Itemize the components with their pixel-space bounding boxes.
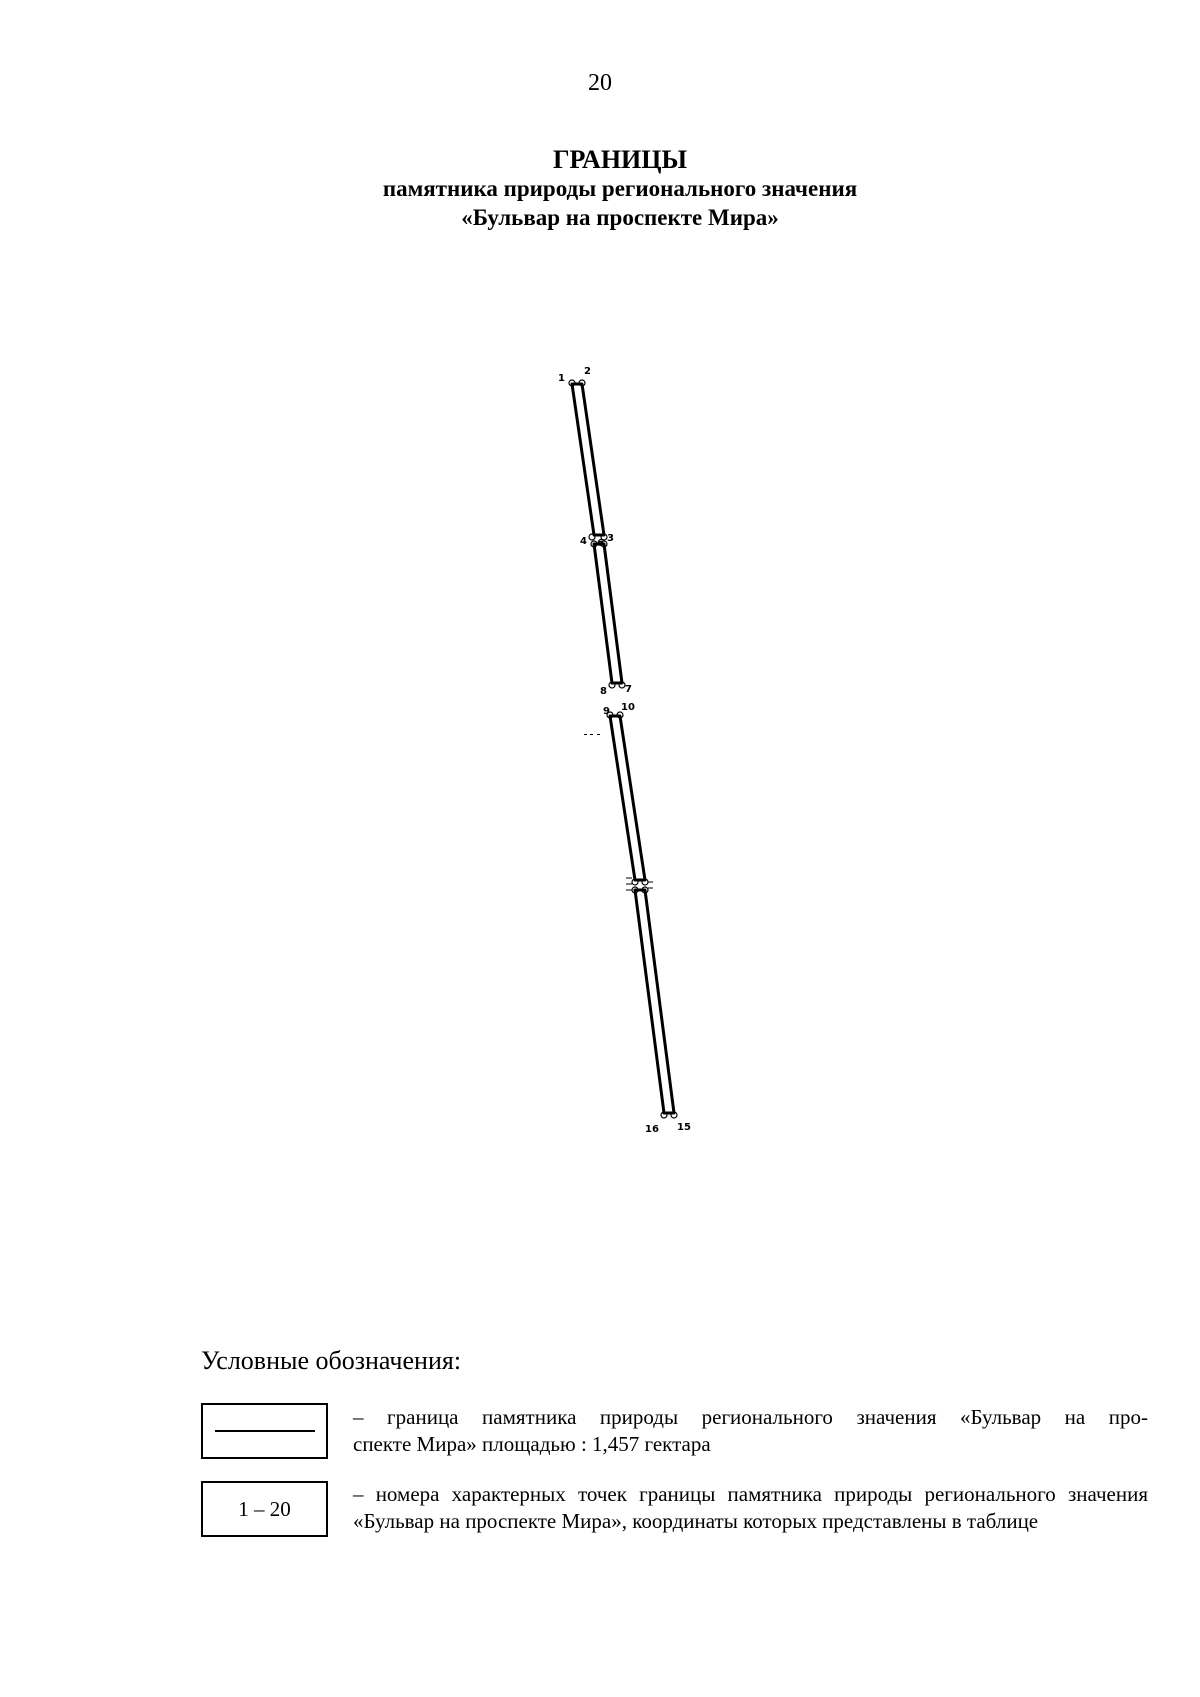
boundary-segment-2 [594, 544, 622, 683]
legend-text-boundary-line1: – граница памятника природы регионального значения «Бульвар на про- [353, 1405, 1148, 1429]
boundary-segment-4 [635, 890, 674, 1113]
legend-symbol-range: 1 – 20 [238, 1496, 291, 1521]
legend-text-boundary-line2: спекте Мира» площадью : 1,457 гектара [353, 1432, 711, 1456]
title-subtitle: памятника природы регионального значения [382, 176, 858, 201]
boundary-segment-3 [610, 716, 645, 880]
scan-marks [584, 734, 600, 735]
point-label-4: 4 [580, 536, 587, 547]
legend-symbol-boundary [201, 1403, 328, 1459]
point-label-7: 7 [625, 684, 632, 695]
point-label-16: 16 [645, 1124, 659, 1135]
legend-symbol-point-numbers [201, 1481, 328, 1537]
point-label-3: 3 [607, 533, 614, 544]
point-label-6: 6 [597, 538, 604, 549]
legend-heading: Условные обозначения: [201, 1346, 462, 1375]
point-label-9: 9 [603, 706, 610, 717]
legend-text-point-numbers: – номера характерных точек границы памятника природы регионального значения «Бульвар на проспекте Мира», координаты которых представлены в таблице [353, 1482, 1148, 1533]
point-label-8: 8 [600, 686, 607, 697]
document-title: ГРАНИЦЫ [552, 145, 688, 174]
point-label-15: 15 [677, 1122, 691, 1133]
point-label-10: 10 [621, 702, 635, 713]
title-object-name: «Бульвар на проспекте Мира» [461, 205, 779, 230]
boundary-point-4 [589, 534, 595, 540]
legend-text-boundary [353, 1404, 1148, 1458]
boundary-line-symbol [215, 1430, 315, 1432]
point-label-1: 1 [558, 373, 565, 384]
boundary-segment-1 [572, 384, 604, 535]
page-number: 20 [588, 70, 612, 96]
point-label-2: 2 [584, 366, 591, 377]
